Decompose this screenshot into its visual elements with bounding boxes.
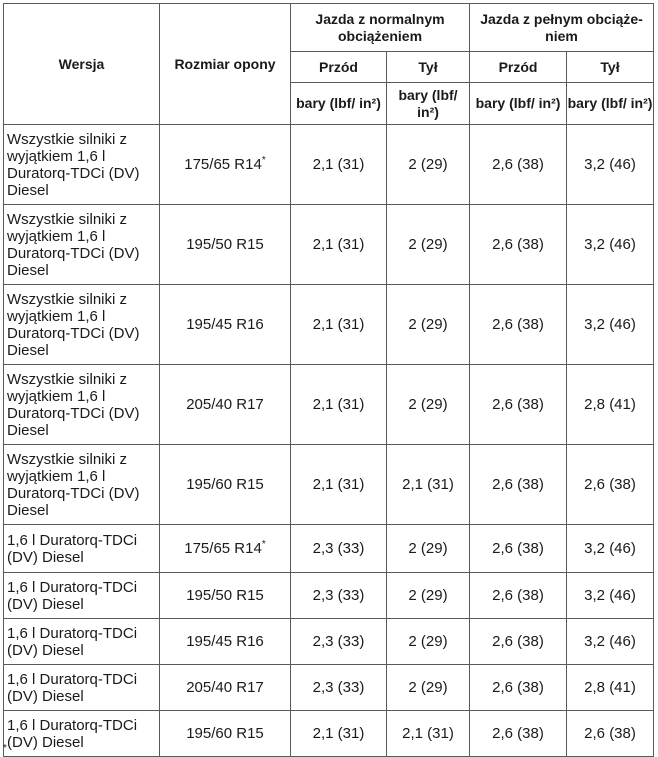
- cell-normal-rear: 2 (29): [387, 665, 470, 711]
- tire-size-text: 195/45 R16: [186, 316, 264, 333]
- cell-full-rear: 3,2 (46): [567, 573, 654, 619]
- cell-full-rear: 2,8 (41): [567, 365, 654, 445]
- table-row: [4, 365, 654, 445]
- cell-normal-front: 2,1 (31): [291, 125, 387, 205]
- tire-size-text: 175/65 R14: [184, 540, 262, 557]
- table-row: [4, 205, 654, 285]
- cell-normal-rear: 2 (29): [387, 525, 470, 573]
- cell-full-rear: 3,2 (46): [567, 525, 654, 573]
- cell-version: Wszystkie silniki z wyjątkiem 1,6 l Duratorq-TDCi (DV) Diesel: [4, 125, 160, 205]
- cell-normal-front: 2,3 (33): [291, 573, 387, 619]
- table-row: [4, 711, 654, 757]
- cell-version: 1,6 l Duratorq-TDCi (DV) Diesel: [4, 573, 160, 619]
- cell-version: Wszystkie silniki z wyjątkiem 1,6 l Duratorq-TDCi (DV) Diesel: [4, 205, 160, 285]
- cell-tire-size: [160, 445, 291, 525]
- header-version: Wersja: [4, 4, 160, 125]
- cell-full-front: 2,6 (38): [470, 573, 567, 619]
- table-row: [4, 525, 654, 573]
- cell-normal-front: 2,1 (31): [291, 711, 387, 757]
- cell-tire-size: [160, 125, 291, 205]
- cell-full-rear: 2,8 (41): [567, 665, 654, 711]
- cell-normal-rear: 2 (29): [387, 365, 470, 445]
- cell-tire-size: [160, 285, 291, 365]
- cell-full-front: 2,6 (38): [470, 445, 567, 525]
- table-row: [4, 573, 654, 619]
- cell-normal-front: 2,1 (31): [291, 445, 387, 525]
- cell-full-rear: 3,2 (46): [567, 619, 654, 665]
- table-row: [4, 125, 654, 205]
- cell-tire-size: [160, 365, 291, 445]
- cell-version: Wszystkie silniki z wyjątkiem 1,6 l Duratorq-TDCi (DV) Diesel: [4, 365, 160, 445]
- header-unit-full-rear: bary (lbf/ in²): [567, 83, 654, 125]
- table-row: [4, 619, 654, 665]
- cell-full-rear: 3,2 (46): [567, 285, 654, 365]
- cell-tire-size: [160, 619, 291, 665]
- cell-version: 1,6 l Duratorq-TDCi (DV) Diesel: [4, 619, 160, 665]
- tire-pressure-table: [3, 3, 654, 757]
- cell-full-rear: 2,6 (38): [567, 711, 654, 757]
- cell-tire-size: [160, 525, 291, 573]
- footnote-mark: *: [3, 743, 7, 754]
- cell-version: 1,6 l Duratorq-TDCi (DV) Diesel: [4, 711, 160, 757]
- header-normal-load: Jazda z normalnym obciążeniem: [291, 4, 470, 52]
- cell-full-rear: 3,2 (46): [567, 125, 654, 205]
- cell-full-front: 2,6 (38): [470, 205, 567, 285]
- cell-full-front: 2,6 (38): [470, 619, 567, 665]
- cell-normal-rear: 2,1 (31): [387, 711, 470, 757]
- header-tire-size: Rozmiar opony: [160, 4, 291, 125]
- tire-size-text: 205/40 R17: [186, 679, 264, 696]
- cell-normal-front: 2,1 (31): [291, 285, 387, 365]
- cell-full-rear: 3,2 (46): [567, 205, 654, 285]
- tire-size-text: 195/60 R15: [186, 725, 264, 742]
- cell-normal-rear: 2,1 (31): [387, 445, 470, 525]
- footnote-marker: *: [261, 539, 266, 550]
- cell-normal-front: 2,1 (31): [291, 205, 387, 285]
- cell-full-front: 2,6 (38): [470, 665, 567, 711]
- footnote-marker: *: [261, 155, 266, 166]
- header-normal-front: Przód: [291, 52, 387, 83]
- cell-version: 1,6 l Duratorq-TDCi (DV) Diesel: [4, 665, 160, 711]
- cell-normal-rear: 2 (29): [387, 285, 470, 365]
- cell-normal-rear: 2 (29): [387, 125, 470, 205]
- cell-normal-rear: 2 (29): [387, 573, 470, 619]
- cell-full-front: 2,6 (38): [470, 525, 567, 573]
- tire-size-text: 205/40 R17: [186, 396, 264, 413]
- cell-version: Wszystkie silniki z wyjątkiem 1,6 l Duratorq-TDCi (DV) Diesel: [4, 285, 160, 365]
- header-full-load: Jazda z pełnym obciąże-niem: [470, 4, 654, 52]
- cell-tire-size: [160, 205, 291, 285]
- table-row: [4, 445, 654, 525]
- cell-full-rear: 2,6 (38): [567, 445, 654, 525]
- cell-full-front: 2,6 (38): [470, 285, 567, 365]
- header-full-front: Przód: [470, 52, 567, 83]
- tire-size-text: 195/50 R15: [186, 587, 264, 604]
- tire-size-text: 195/45 R16: [186, 633, 264, 650]
- cell-normal-rear: 2 (29): [387, 619, 470, 665]
- tire-size-text: 195/60 R15: [186, 476, 264, 493]
- header-normal-rear: Tył: [387, 52, 470, 83]
- cell-normal-front: 2,3 (33): [291, 665, 387, 711]
- cell-normal-front: 2,3 (33): [291, 619, 387, 665]
- cell-full-front: 2,6 (38): [470, 365, 567, 445]
- header-unit-normal-front: bary (lbf/ in²): [291, 83, 387, 125]
- tire-size-text: 195/50 R15: [186, 236, 264, 253]
- tire-size-text: 175/65 R14: [184, 156, 262, 173]
- cell-full-front: 2,6 (38): [470, 711, 567, 757]
- header-unit-normal-rear: bary (lbf/ in²): [387, 83, 470, 125]
- table-row: [4, 665, 654, 711]
- cell-tire-size: [160, 711, 291, 757]
- cell-normal-front: 2,1 (31): [291, 365, 387, 445]
- cell-normal-rear: 2 (29): [387, 205, 470, 285]
- cell-tire-size: [160, 665, 291, 711]
- cell-tire-size: [160, 573, 291, 619]
- header-unit-full-front: bary (lbf/ in²): [470, 83, 567, 125]
- header-full-rear: Tył: [567, 52, 654, 83]
- cell-normal-front: 2,3 (33): [291, 525, 387, 573]
- table-row: [4, 285, 654, 365]
- cell-version: 1,6 l Duratorq-TDCi (DV) Diesel: [4, 525, 160, 573]
- cell-version: Wszystkie silniki z wyjątkiem 1,6 l Duratorq-TDCi (DV) Diesel: [4, 445, 160, 525]
- cell-full-front: 2,6 (38): [470, 125, 567, 205]
